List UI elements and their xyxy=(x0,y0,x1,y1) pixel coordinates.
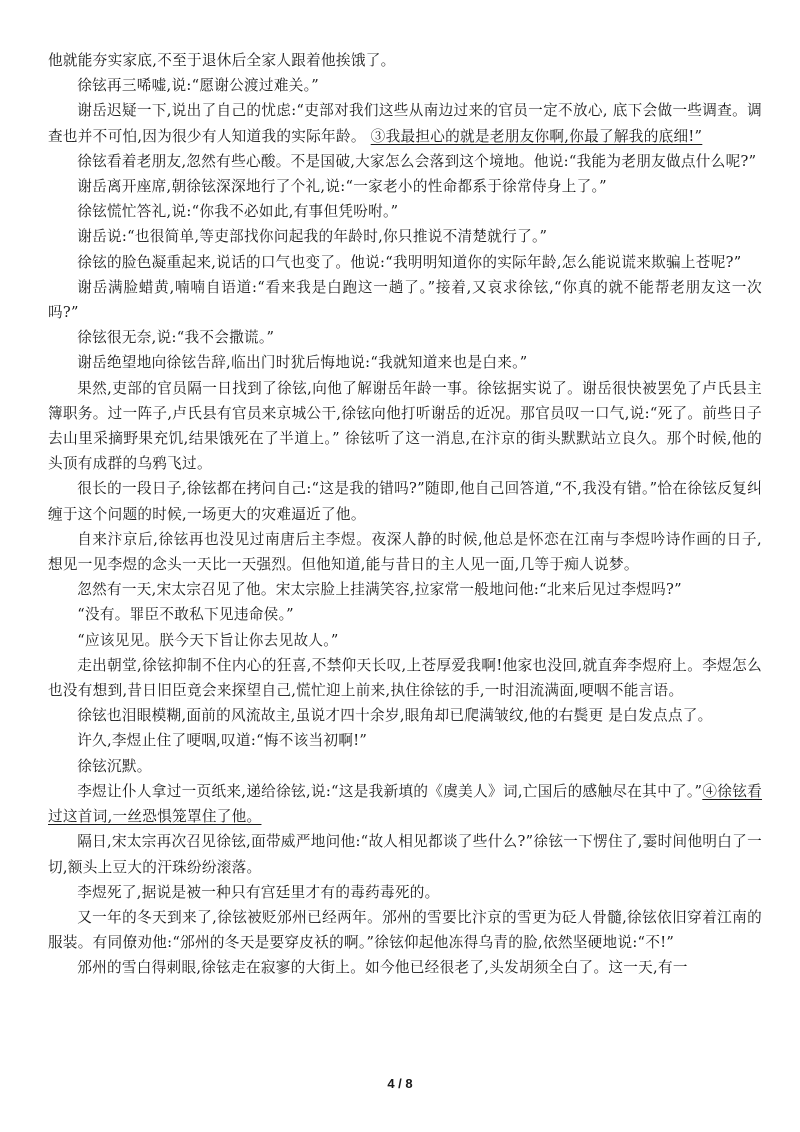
paragraph-4: 徐铉看着老朋友,忽然有些心酸。不是国破,大家怎么会落到这个境地。他说:“我能为老朋友做点什么呢?” xyxy=(77,152,757,170)
paragraph-7: 谢岳说:“也很简单,等吏部找你问起我的年龄时,你只推说不清楚就行了。” xyxy=(77,228,548,246)
paragraph-13: 很长的一段日子,徐铉都在拷问自己:“这是我的错吗?”随即,他自己回答道,“不,我没有错。”恰在徐铉反复纠缠于这个问题的时候,一场更大的灾难逼近了他。 xyxy=(48,480,762,523)
paragraph-16: “没有。罪臣不敢私下见违命侯。” xyxy=(77,606,294,624)
underlined-sentence-3: ③我最担心的就是老朋友你啊,你最了解我的底细!” xyxy=(370,127,703,145)
paragraph-22: 李煜让仆人拿过一页纸来,递给徐铉,说:“这是我新填的《虞美人》词,亡国后的感触尽在其中了。”④徐铉看过这首词,一丝恐惧笼罩住了他。 xyxy=(48,782,763,826)
paragraph-24: 李煜死了,据说是被一种只有宫廷里才有的毒药毒死的。 xyxy=(77,883,440,901)
paragraph-17: “应该见见。朕今天下旨让你去见故人。” xyxy=(77,631,339,649)
underlined-sentence-4: ④徐铉看过这首词,一丝恐惧笼罩住了他。 xyxy=(48,782,763,826)
paragraph-26: 邠州的雪白得刺眼,徐铉走在寂寥的大街上。如今他已经很老了,头发胡须全白了。这一天,有一 xyxy=(77,959,688,977)
paragraph-14: 自来汴京后,徐铉再也没见过南唐后主李煜。夜深人静的时候,他总是怀恋在江南与李煜吟诗作画的日子,想见一见李煜的念头一天比一天强烈。但他知道,能与昔日的主人见一面,几等于痴人说梦。 xyxy=(48,530,762,574)
paragraph-21: 徐铉沉默。 xyxy=(77,757,152,775)
paragraph-11: 谢岳绝望地向徐铉告辞,临出门时犹后悔地说:“我就知道来也是白来。” xyxy=(77,354,528,372)
paragraph-10: 徐铉很无奈,说:“我不会撒谎。” xyxy=(77,329,275,347)
paragraph-23: 隔日,宋太宗再次召见徐铉,面带威严地问他:“故人相见都谈了些什么?”徐铉一下愣住了,霎时间他明白了一切,额头上豆大的汗珠纷纷滚落。 xyxy=(48,833,762,876)
paragraph-18: 走出朝堂,徐铉抑制不住内心的狂喜,不禁仰天长叹,上苍厚爱我啊!他家也没回,就直奔李煜府上。李煜怎么也没有想到,昔日旧臣竟会来探望自己,慌忙迎上前来,执住徐铉的手,一时泪流满面,哽咽不能言语。 xyxy=(48,656,762,700)
paragraph-25: 又一年的冬天到来了,徐铉被贬邠州已经两年。邠州的雪要比汴京的雪更为砭人骨髓,徐铉依旧穿着江南的服装。有同僚劝他:“邠州的冬天是要穿皮袄的啊。”徐铉仰起他冻得乌青的脸,依然坚硬地说:“不!” xyxy=(48,908,762,952)
paragraph-12: 果然,吏部的官员隔一日找到了徐铉,向他了解谢岳年龄一事。徐铉据实说了。谢岳很快被罢免了卢氏县主簿职务。过一阵子,卢氏县有官员来京城公干,徐铉向他打听谢岳的近况。那官员叹一口气,说:“死了。前些日子去山里采摘野果充饥,结果饿死在了半道上。” 徐铉听了这一消息,在汴京的街头默默站立良久。那个时候,他的头顶有成群的乌鸦飞过。 xyxy=(48,379,762,473)
page-number: 4 / 8 xyxy=(387,1076,413,1091)
paragraph-5: 谢岳离开座席,朝徐铉深深地行了个礼,说:“一家老小的性命都系于徐常侍身上了。” xyxy=(77,178,607,196)
paragraph-1: 他就能夯实家底,不至于退休后全家人跟着他挨饿了。 xyxy=(48,52,396,69)
paragraph-9: 谢岳满脸蜡黄,喃喃自语道:“看来我是白跑这一趟了。”接着,又哀求徐铉,“你真的就不能帮老朋友这一次吗?” xyxy=(48,278,762,322)
paragraph-6: 徐铉慌忙答礼,说:“你我不必如此,有事但凭吩咐。” xyxy=(77,203,399,221)
paragraph-8: 徐铉的脸色凝重起来,说话的口气也变了。他说:“我明明知道你的实际年龄,怎么能说谎来欺骗上苍呢?” xyxy=(77,253,742,271)
paragraph-20: 许久,李煜止住了哽咽,叹道:“悔不该当初啊!” xyxy=(77,732,368,750)
paragraph-19: 徐铉也泪眼模糊,面前的风流故主,虽说才四十余岁,眼角却已爬满皱纹,他的右鬓更 是白发点点了。 xyxy=(77,707,713,725)
paragraph-2: 徐铉再三唏嘘,说:“愿谢公渡过难关。” xyxy=(77,77,319,95)
paragraph-3: 谢岳迟疑一下,说出了自己的忧虑:“吏部对我们这些从南边过来的官员一定不放心, 底下会做一些调查。调查也并不可怕,因为很少有人知道我的实际年龄。 ③我最担心的就是老朋友你啊,你最了解我的底细!” xyxy=(48,102,762,145)
paragraph-15: 忽然有一天,宋太宗召见了他。宋太宗脸上挂满笑容,拉家常一般地问他:“北来后见过李煜吗?” xyxy=(77,581,682,599)
